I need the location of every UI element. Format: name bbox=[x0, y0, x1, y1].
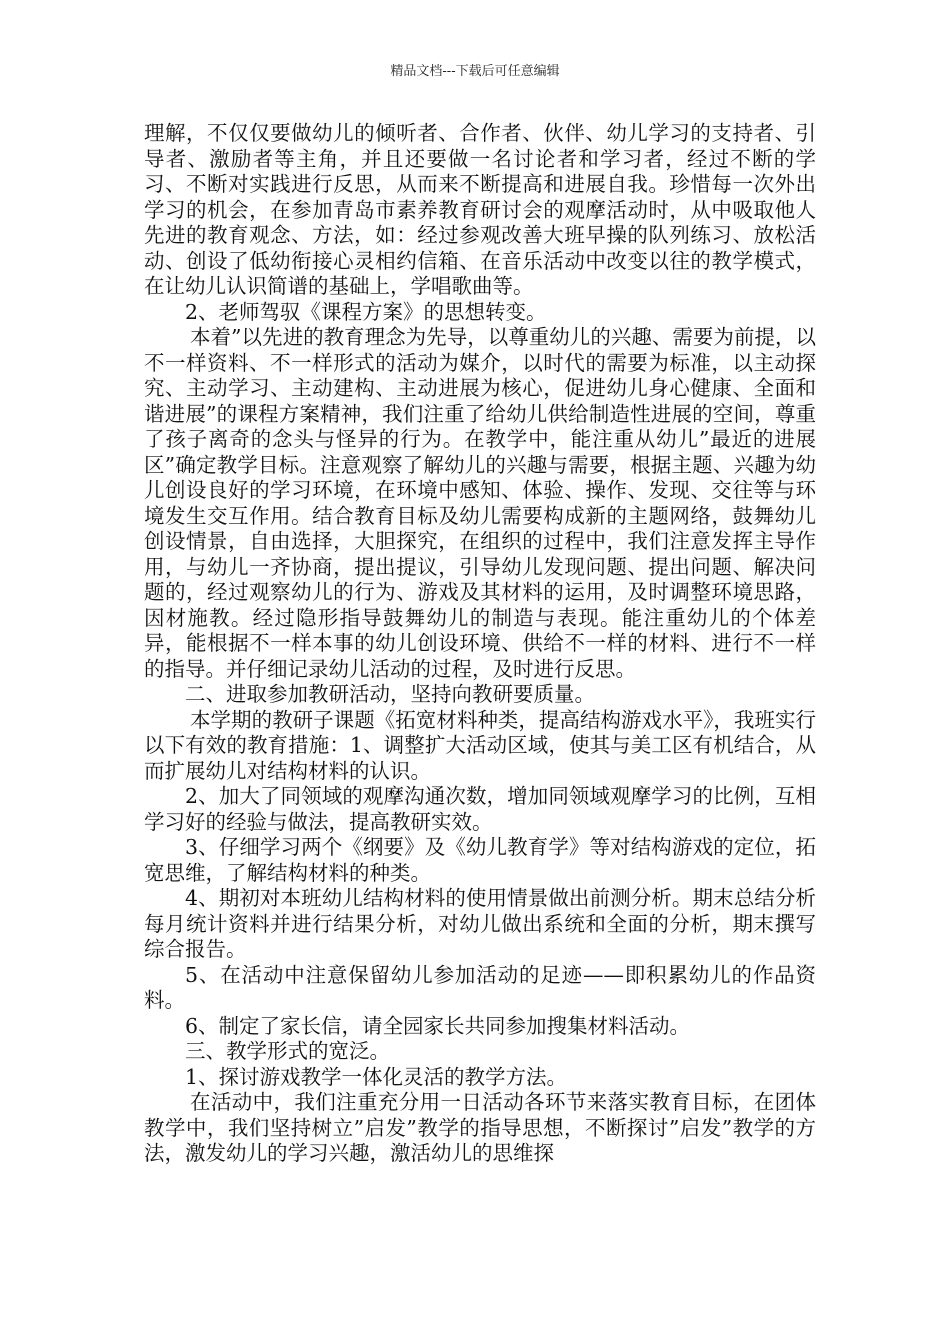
paragraph-course-plan-body: 本着”以先进的教育理念为先导，以尊重幼儿的兴趣、需要为前提，以不一样资料、不一样形式的活动为媒介，以时代的需要为标准，以主动探究、主动学习、主动建构、主动进展为核心，促进幼儿身心健康、全面和谐进展”的课程方案精神，我们注重了给幼儿供给制造性进展的空间，尊重了孩子离奇的念头与怪异的行为。在教学中，能注重从幼儿”最近的进展区”确定教学目标。注意观察了解幼儿的兴趣与需要，根据主题、兴趣为幼儿创设良好的学习环境，在环境中感知、体验、操作、发现、交往等与环境发生交互作用。结合教育目标及幼儿需要构成新的主题网络，鼓舞幼儿创设情景，自由选择，大胆探究，在组织的过程中，我们注意发挥主导作用，与幼儿一齐协商，提出提议，引导幼儿发现问题、提出问题、解决问题的，经过观察幼儿的行为、游戏及其材料的运用，及时调整环境思路，因材施教。经过隐形指导鼓舞幼儿的制造与表现。能注重幼儿的个体差异，能根据不一样本事的幼儿创设环境、供给不一样的材料、进行不一样的指导。并仔细记录幼儿活动的过程，及时进行反思。 bbox=[144, 325, 816, 681]
paragraph-heading-course-plan: 2、老师驾驭《课程方案》的思想转变。 bbox=[185, 299, 547, 324]
paragraph-research-body: 本学期的教研子课题《拓宽材料种类，提高结构游戏水平》，我班实行以下有效的教育措施：1、调整扩大活动区域，使其与美工区有机结合，从而扩展幼儿对结构材料的认识。 bbox=[144, 707, 816, 783]
paragraph-game-teaching-body: 在活动中，我们注重充分用一日活动各环节来落实教育目标，在团体教学中，我们坚持树立”启发”教学的指导思想，不断探讨”启发”教学的方法，激发幼儿的学习兴趣，激活幼儿的思维探 bbox=[144, 1090, 816, 1165]
paragraph-heading-research: 二、进取参加教研活动，坚持向教研要质量。 bbox=[185, 682, 595, 706]
paragraph-measure-6: 6、制定了家长信，请全园家长共同参加搜集材料活动。 bbox=[185, 1013, 691, 1038]
paragraph-measure-3: 3、仔细学习两个《纲要》及《幼儿教育学》等对结构游戏的定位，拓宽思维，了解结构材料的种类。 bbox=[144, 835, 816, 885]
paragraph-continuation: 理解，不仅仅要做幼儿的倾听者、合作者、伙伴、幼儿学习的支持者、引导者、激励者等主角，并且还要做一名讨论者和学习者，经过不断的学习、不断对实践进行反思，从而来不断提高和进展自我。珍惜每一次外出学习的机会，在参加青岛市素养教育研讨会的观摩活动时，从中吸取他人先进的教育观念、方法，如：经过参观改善大班早操的队列练习、放松活动、创设了低幼衔接心灵相约信箱、在音乐活动中改变以往的教学模式，在让幼儿认识简谱的基础上，学唱歌曲等。 bbox=[144, 121, 816, 298]
paragraph-measure-2: 2、加大了同领域的观摩沟通次数，增加同领域观摩学习的比例，互相学习好的经验与做法，提高教研实效。 bbox=[144, 784, 816, 834]
paragraph-measure-5: 5、在活动中注意保留幼儿参加活动的足迹——即积累幼儿的作品资料。 bbox=[144, 962, 816, 1012]
paragraph-heading-teaching-forms: 三、教学形式的宽泛。 bbox=[185, 1039, 390, 1063]
paragraph-heading-game-teaching: 1、探讨游戏教学一体化灵活的教学方法。 bbox=[185, 1064, 568, 1089]
page-header: 精品文档---下载后可任意编辑 bbox=[390, 64, 560, 79]
document-body bbox=[144, 121, 816, 1167]
paragraph-measure-4: 4、期初对本班幼儿结构材料的使用情景做出前测分析。期末总结分析每月统计资料并进行结果分析，对幼儿做出系统和全面的分析，期末撰写综合报告。 bbox=[144, 886, 816, 961]
